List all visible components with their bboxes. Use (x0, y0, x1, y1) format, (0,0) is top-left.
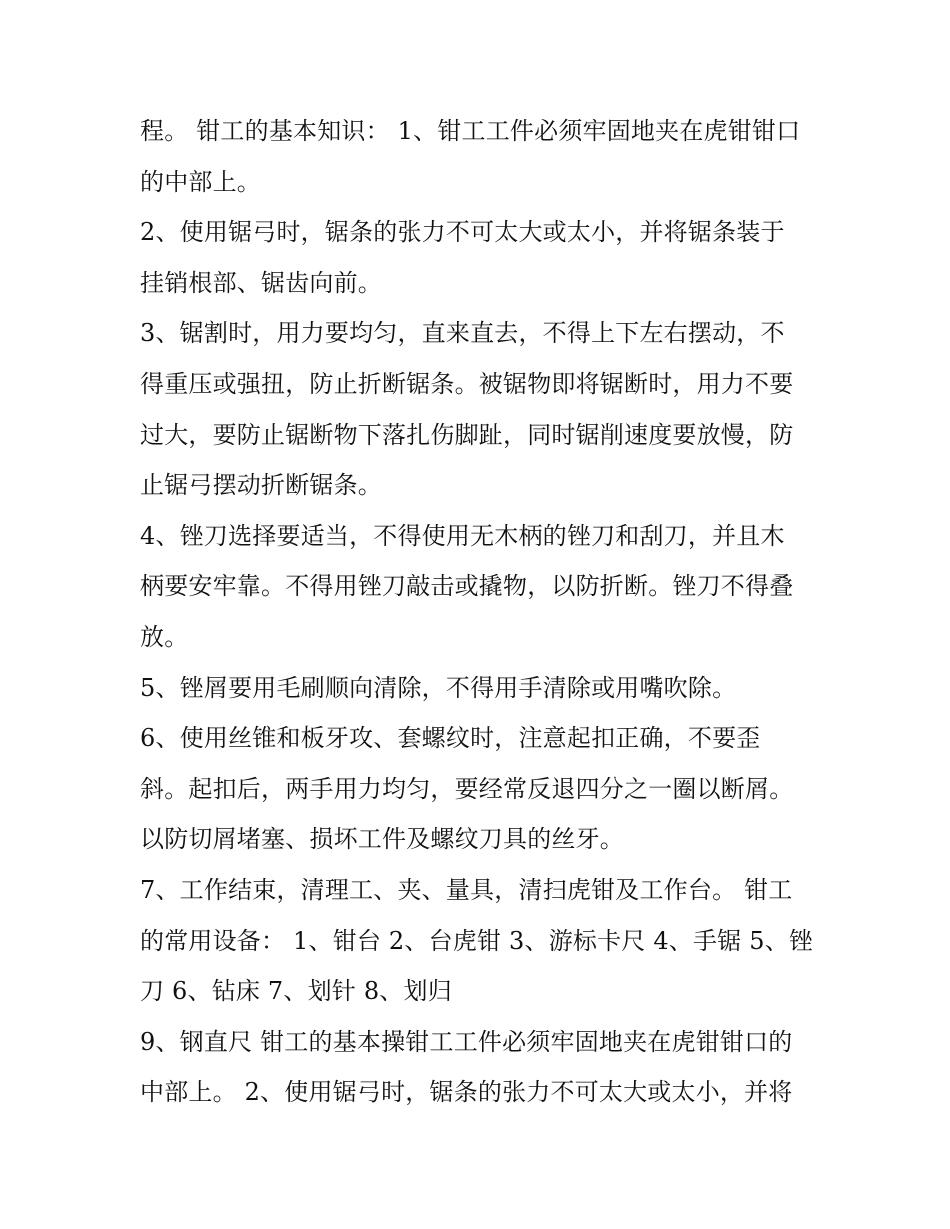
text-line: 柄要安牢靠。不得用锉刀敲击或撬物，以防折断。锉刀不得叠 (140, 572, 794, 601)
text-line: 得重压或强扭，防止折断锯条。被锯物即将锯断时，用力不要 (140, 369, 794, 398)
text-line: 5、锉屑要用毛刷顺向清除，不得用手清除或用嘴吹除。 (140, 673, 737, 702)
text-line: 程。 钳工的基本知识： 1、钳工工件必须牢固地夹在虎钳钳口 (140, 117, 801, 145)
document-body (140, 106, 820, 1118)
text-line: 9、钢直尺 钳工的基本操钳工工件必须牢固地夹在虎钳钳口的 (140, 1027, 793, 1056)
text-line: 3、锯割时，用力要均匀，直来直去，不得上下左右摆动，不 (140, 319, 785, 348)
text-line: 7、工作结束，清理工、夹、量具，清扫虎钳及工作台。 钳工 (140, 875, 793, 904)
text-line: 止锯弓摆动折断锯条。 (140, 471, 382, 500)
text-line: 6、使用丝锥和板牙攻、套螺纹时，注意起扣正确，不要歪 (140, 724, 761, 753)
text-line: 4、锉刀选择要适当，不得使用无木柄的锉刀和刮刀，并且木 (140, 521, 785, 550)
text-line: 的中部上。 (140, 167, 261, 196)
text-line: 放。 (140, 622, 189, 651)
text-line: 斜。起扣后，两手用力均匀，要经常反退四分之一圈以断屑。 (140, 774, 794, 803)
text-line: 2、使用锯弓时，锯条的张力不可太大或太小，并将锯条装于 (140, 218, 785, 247)
text-line: 刀 6、钻床 7、划针 8、划归 (140, 977, 452, 1006)
text-line: 中部上。 2、使用锯弓时，锯条的张力不可太大或太小，并将 (140, 1078, 793, 1107)
text-line: 过大，要防止锯断物下落扎伤脚趾，同时锯削速度要放慢，防 (140, 420, 794, 449)
text-line: 以防切屑堵塞、损坏工件及螺纹刀具的丝牙。 (140, 825, 624, 854)
text-line: 的常用设备： 1、钳台 2、台虎钳 3、游标卡尺 4、手锯 5、锉 (140, 926, 814, 955)
text-line: 挂销根部、锯齿向前。 (140, 268, 382, 297)
